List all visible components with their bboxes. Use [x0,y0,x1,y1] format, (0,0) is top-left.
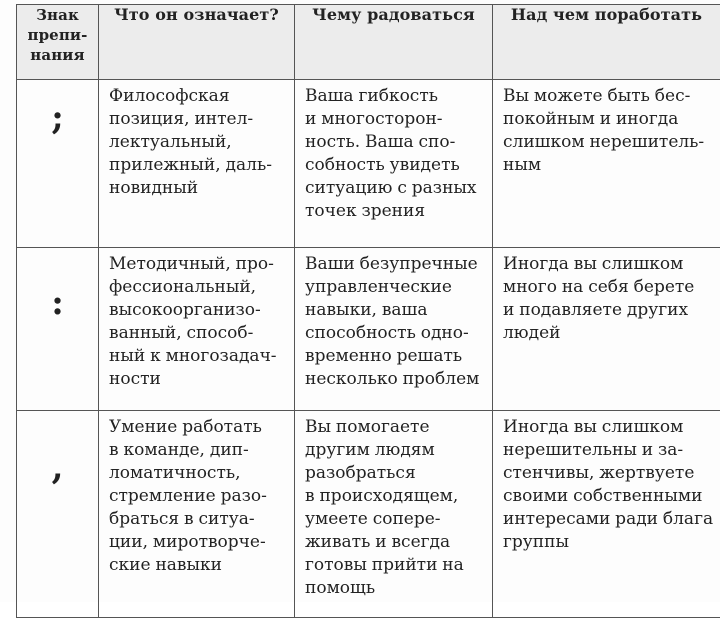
header-sign-line: Знак [17,5,98,25]
cell-line: людей [503,322,716,345]
punctuation-sign: ; [51,101,64,135]
table-row [17,248,720,411]
cell-line: Иногда вы слишком [503,253,716,276]
cell-line: своими собственными [503,485,716,508]
cell-line: Ваши безупречные [305,253,488,276]
cell-line: ность. Ваша спо- [305,131,488,154]
cell-line: интересами ради блага [503,508,716,531]
cell-line: группы [503,531,716,554]
cell-line: ломатичность, [109,462,290,485]
rejoice-cell [295,248,493,411]
cell-line: высокоорганизо- [109,299,290,322]
cell-line: ным [503,154,716,177]
cell-line: стенчивы, жертвуете [503,462,716,485]
cell-line: ские навыки [109,554,290,577]
cell-line: Умение работать [109,416,290,439]
meaning-cell [99,248,295,411]
cell-line: несколько проблем [305,368,488,391]
cell-line: прилежный, даль- [109,154,290,177]
punctuation-personality-table [16,4,720,618]
sign-cell [17,248,99,411]
cell-line: ности [109,368,290,391]
meaning-cell [99,80,295,248]
rejoice-cell [295,411,493,618]
cell-line: ции, миротворче- [109,531,290,554]
cell-line: помощь [305,577,488,600]
cell-line: фессиональный, [109,276,290,299]
table-row [17,411,720,618]
cell-line: новидный [109,177,290,200]
header-sign-line: препи- [17,25,98,45]
cell-line: в происходящем, [305,485,488,508]
cell-line: в команде, дип- [109,439,290,462]
cell-line: другим людям [305,439,488,462]
cell-line: Философская [109,85,290,108]
cell-line: временно решать [305,345,488,368]
cell-line: живать и всегда [305,531,488,554]
rejoice-cell [295,80,493,248]
cell-line: стремление разо- [109,485,290,508]
cell-line: собность увидеть [305,154,488,177]
cell-line: ситуацию с разных [305,177,488,200]
cell-line: Иногда вы слишком [503,416,716,439]
cell-line: нерешительны и за- [503,439,716,462]
cell-line: Вы помогаете [305,416,488,439]
punctuation-sign: : [51,286,64,320]
cell-line: и многосторон- [305,108,488,131]
cell-line: умеете сопере- [305,508,488,531]
cell-line: точек зрения [305,200,488,223]
cell-line: позиция, интел- [109,108,290,131]
header-row [17,5,720,80]
cell-line: Методичный, про- [109,253,290,276]
header-sign-line: нания [17,45,98,65]
cell-line: разобраться [305,462,488,485]
cell-line: покойным и иногда [503,108,716,131]
work-on-cell [493,248,720,411]
cell-line: ный к многозадач- [109,345,290,368]
cell-line: готовы прийти на [305,554,488,577]
cell-line: и подавляете других [503,299,716,322]
cell-line: ванный, способ- [109,322,290,345]
table-row [17,80,720,248]
sign-cell [17,80,99,248]
header-meaning: Что он означает? [99,5,295,80]
meaning-cell [99,411,295,618]
header-sign [17,5,99,80]
cell-line: много на себя берете [503,276,716,299]
cell-line: управленческие [305,276,488,299]
work-on-cell [493,411,720,618]
cell-line: навыки, ваша [305,299,488,322]
cell-line: Вы можете быть бес- [503,85,716,108]
punctuation-sign: , [52,451,64,485]
cell-line: способность одно- [305,322,488,345]
cell-line: лектуальный, [109,131,290,154]
cell-line: Ваша гибкость [305,85,488,108]
header-rejoice: Чему радоваться [295,5,493,80]
cell-line: браться в ситуа- [109,508,290,531]
sign-cell [17,411,99,618]
header-work-on: Над чем поработать [493,5,720,80]
cell-line: слишком нерешитель- [503,131,716,154]
work-on-cell [493,80,720,248]
